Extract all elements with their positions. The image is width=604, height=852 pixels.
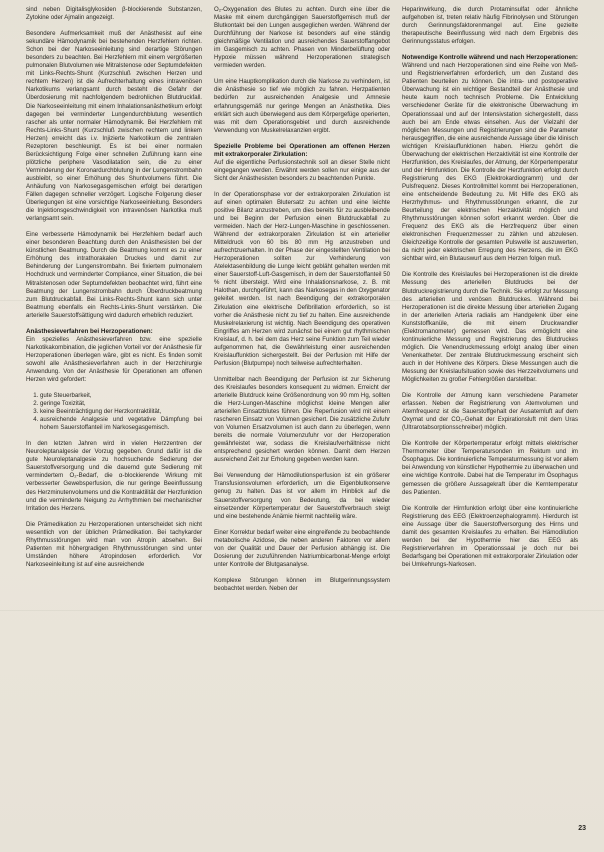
paragraph: Bei Verwendung der Hämodilutionsperfusion ist ein größerer Transfusionsvolumen erforderlich, um die Eigenblutkonserve genug zu halten. Das ist vor allem im Hinblick auf die Sauerstoffversorgung von Bedeutung, da bei wieder einsetzender Körpertemperatur der Sauerstoffverbrauch steigt und eine bestehende Anämie hiermit nachteilig wäre.: [214, 472, 390, 520]
list-item: 2. geringe Toxizität,: [40, 400, 202, 408]
list-item: 4. ausreichende Analgesie und vegetative Dämpfung bei hohem Sauerstoffanteil im Narkosegasgemisch.: [40, 416, 202, 432]
paragraph: Die Kontrolle des Kreislaufes bei Herzoperationen ist die direkte Messung des arteriellen Blutdrucks bei der Blutdruckregistrierung durch die Technik. Sie erfolgt zur Messung des arteriellen und venösen Blutdruckes. Während bei Herzoperationen ist die direkte Messung über arteriellen Zugang in der arteriellen Arteria radialis am Handgelenk über eine Kunststoffkanüle, die mit einem Druckwandler (Elektromanometer) gemessen wird. Das ermöglicht eine kontinuierliche Messung und Registrierung des Blutdruckes möglich. Die Venendruckmessung erfolgt analog über einen Venenkatheter. Der zentrale Blutdruckmessung erscheint sich auch in der Hohlvene des Körpers. Diese Messungen auch die Messung der Kreislaufsituation sowie des Herzzeitvolumens und Möglichkeiten zu großer Fehlergrößen darstellbar.: [402, 271, 578, 384]
paragraph: In der Operationsphase vor der extrakorporalen Zirkulation ist auf einen optimalen Blutersatz zu achten und eine leichte positive Bilanz anzustreben, um dies bereits für zu ausbleibende und bei Beginn der Perfusion einen Blutdruckabfall zu vermeiden. Nach der Herz-Lungen-Maschine in geschlossenen. Während der extrakorporalen Zirkulation ist ein arterieller Mitteldruck von 60 bis 80 mm Hg anzustreben und aufrechtzuerhalten. In der Phase der eingestellten Ventilation bei Herzoperationen sollten zur Verhinderung von Atelektasenbildung die Lunge leicht gebläht gehalten werden mit einer Sauerstoff-Luft-Gasgemisch, in dem der Sauerstoffanteil 50 % nicht übersteigt. Wird eine Inhalationsnarkose, z. B. mit Halothan, durchgeführt, kann das Narkosegas in den Oxygenator geleitet werden. Ist nach Beendigung der extrakorporalen Zirkulation eine elektrische Defibrillation erforderlich, so ist vorher die Anästhesie nicht zu tief zu halten. Eine ausreichende Muskelrelaxierung ist wichtig. Nach Beendigung des operativen Eingriffes am Herzen wird zunächst bei einem gut rhythmischen Kreislauf, d. h. bei dem das Herz seine Funktion zum Teil wieder aufgenommen hat, die Gewährleistung einer ausreichenden Kreislauffunktion sichergestellt. Bei der Perfusion mit Hilfe der Perfusion (Blutpumpe) noch teilweise aufrechterhalten.: [214, 190, 390, 367]
paragraph: Während und nach Herzoperationen sind eine Reihe von Meß- und Registrierverfahren erforderlich, um den Zustand des Patienten beurteilen zu können. Die intra- und postoperative Überwachung ist ein wichtiger Bestandteil der Anästhesie und heute kaum noch technisch Probleme. Die Entwicklung verschiedener Geräte für die elektronische Überwachung im Operationssaal und auf der Intensivstation sichergestellt, dass auch bei am Ende etwas einsehen. Aus der Vielzahl der möglichen Messungen und Registrierungen sind die Parameter herausgegriffen, die eine ausreichende Aussage über die klinisch wichtigen Kreislauffunktionen haben. Hierzu gehört die Überwachung der elektrischen Herzaktivität ist eine Kontrolle der Herzfunktion, des Kreislaufes, der Atmung, der Körpertemperatur und der Hirnfunktion. Die Kontrolle der Herzfunktion erfolgt durch Registrierung des EKG (Elektrokardiogramm) und der Pulsfrequenz. Dieses Kontrollmittel kommt bei Herzoperationen, eine entscheidende Bedeutung zu. Mit Hilfe des EKG als Herzrhythmus- und Rhythmusstörungen erkannt, die zur Beurteilung der elektrischen Herzaktivität möglich und Rhythmusstörungen können sofort erkannt werden. Über die Frequenz des EKG als die Herzfrequenz über einen elektronischen Frequenzmesser zu zählen und abzulesen. Gleichzeitige Kontrolle der gesamten Pulswelle ist auszuwerten, da nicht jeder elektrischen Erregung des Herzens, die im EKG sichtbar wird, ein Blutauswurf aus dem Herzen folgen muß.: [402, 62, 578, 263]
paragraph: Ein spezielles Anästhesieverfahren bzw. eine spezielle Narkotikakombination, die jeglichen Vorteil vor der Anästhesie für Herzoperationen überlegen wäre, gibt es nicht. Es finden somit sowohl alle Anästhesieverfahren auch in der Herzchirurgie Anwendung. Von der Anästhesie für Operationen am offenen Herzen wird gefordert:: [26, 335, 202, 383]
section-heading: Notwendige Kontrolle während und nach Herzoperationen:: [402, 54, 578, 62]
list-item: 1. gute Steuerbarkeit,: [40, 392, 202, 400]
list-item: 3. keine Beeinträchtigung der Herzkontraktilität,: [40, 408, 202, 416]
paragraph: Die Kontrolle der Atmung kann verschiedene Parameter erfassen. Neben der Registrierung von Atemvolumen und Atemfrequenz ist die Sauerstoffgehalt der Ausatemluft auf dem Oxymat und der CO₂-Gehalt der Expirationsluft mit dem Uras (Ultrarotabsorptionsschreiber) möglich.: [402, 392, 578, 432]
paragraph: Einer Korrektur bedarf weiter eine eingreifende zu beobachtende metabolische Azidose, die neben anderen Faktoren vor allem von der Qualität und Dauer der Perfusion abhängig ist. Die Dosierung der zuzuführenden Natriumbicarbonat-Menge erfolgt unter Kontrolle der Blutgasanalyse.: [214, 528, 390, 568]
numbered-list: [26, 392, 202, 432]
paragraph: Die Kontrolle der Körpertemperatur erfolgt mittels elektrischer Thermometer über Temperatursonden im Rektum und im Ösophagus. Die kontinuierliche Temperaturmessung ist vor allem bei Anwendung von künstlicher Hypothermie zu überwachen und eine wichtige Kontrolle. Dabei hat die Temperatur im Ösophagus gemessen die größere Aussagekraft über die Kerntemperatur des Patienten.: [402, 440, 578, 496]
paragraph: sind neben Digitalisglykosiden β-blockierende Substanzen, Zytokine oder Ajmalin angezeigt.: [26, 6, 202, 22]
paragraph: Unmittelbar nach Beendigung der Perfusion ist zur Sicherung des Kreislaufes besonders konsequent zu widmen. Erreicht der arterielle Blutdruck keine Größenordnung von 90 mm Hg, sollten die Herz-Lungen-Maschine möglichst kleine Mengen aller arteriellen Einsatzblutes führen. Die Reperfusion wird mit einem rascheren Einsatz von Volumen gesichert. Die zusätzliche Zufuhr von Volumen Ersatzvolumen ist auch dann zu überlegen, wenn bereits die normale Volumenzufuhr vor der Herzoperation gewährleistet war, sodass die Kreislaufverhältnisse nicht entsprechend gesichert werden können. Damit dem Herzen ausreichend Zeit zur Erholung gegeben werden kann.: [214, 375, 390, 464]
paragraph: Die Prämedikation zu Herzoperationen unterscheidet sich nicht wesentlich von der üblichen Prämedikation. Bei tachykarder Rhythmusstörungen wird man von Atropin absehen. Bei Patienten mit höhergradigen Rhythmusstörungen sind unter Umständen höhere Atropindosen erforderlich. Vor Narkoseeinleitung ist auf eine ausreichende: [26, 520, 202, 568]
paragraph: Besondere Aufmerksamkeit muß der Anästhesist auf eine sekundäre Hämodynamik bei bestehenden Herzfehlern richten. Schon bei der Narkoseeinleitung sind derartige Störungen besonders zu beachten. Bei Herzfehlern mit einem vergrößerten pulmonalen Blutvolumen wie Mitralstenose oder Septumdefekten mit Links-Rechts-Shunt (Kurzschluß zwischen Herzen und rechtem Herzen) ist die Aufrechterhaltung eines intravenösen Narkotikums verlangsamt durch besteht die Gefahr der Überdosierung mit nachfolgendem bedrohlichen Blutdruckfall. Die Narkoseeinleitung mit einem Inhalationsanästhetikum erfolgt dagegen bei verminderter Lungendurchblutung wesentlich rascher als unter normaler Hämodynamik. Bei Herzfehlern mit Rechts-Links-Shunt (Kurzschluß zwischen rechtem und linkem Herzen) erreicht das i.v. Injizierte Narkotikum die zentralen Rezeptoren beschleunigt. Es ist bei einer normalen Berücksichtigung Folge einer schnellen Zuführung kann eine plötzliche periphere Vasodilatation sein, die zu einer Verminderung der Koronardurchblutung in der Lungenstrombahn ausbleibt, so einer Erhöhung des Shuntvolumens führt. Die Anhäufung von Narkosegasgemischen erfolgt bei derartigen Fällen dagegen schneller verzögert. Logische Folgerung dieser Überlegungen ist eine vorsichtige Narkoseeinleitung. Besonders die Injektionsgeschwindigkeit von intravenösen Narkotika muß verlangsamt sein.: [26, 30, 202, 223]
paragraph: In den letzten Jahren wird in vielen Herzzentren der Neuroleptanalgesie der Vorzug gegeben. Grund dafür ist die gute Neuroleptanalgesie zu hochsuchende Sedierung der Sauerstoffversorgung und die dauernd gute Sedierung mit vermindertem O₂-Bedarf, die α-blockierende Wirkung mit verbesserter Gewebsperfusion, die nur geringe Beeinflussung des Herzminutenvolumens und die Kontraktilität der Herzfunktion und die verminderte Neigung zu Arrhythmien bei mechanischer Irritation des Herzens.: [26, 440, 202, 512]
page-number: 23: [578, 825, 586, 832]
text-column-3: [402, 6, 578, 836]
paragraph: Eine verbesserte Hämodynamik bei Herzfehlern bedarf auch einer besonderen Beachtung durch den Anästhesisten bei der künstlichen Beatmung. Durch die Beatmung kommt es zu einer Erhöhung des intrathorakalen Druckes und damit zur Behinderung der Lungenstrombahn. Bei fixiertem pulmonalem Hochdruck und verminderter Compliance, einer Situation, die bei Mitralstenosen oder Septumdefekten beobachtet wird, führt eine Beatmung der Lungenstrombahn durch Überdruckbeatmung zum Blutdruckabfall. Bei Links-Rechts-Shunt kann sich unter Beatmung ebenfalls ein Rechts-Links-Shunt verstärken. Die arterielle Sauerstoffsättigung wird dadurch erheblich reduziert.: [26, 231, 202, 319]
paragraph: Komplexe Störungen können im Blutgerinnungssystem beobachtet werden. Neben der: [214, 576, 390, 592]
paragraph: O₂-Oxygenation des Blutes zu achten. Durch eine über die Maske mit einem durchgängigen Sauerstoffgemisch muß der Blutkontakt bei den Lungen ausgeglichen werden. Während der Durchführung der Narkose ist besonders auf eine ständig gleichmäßige Ventilation und ausreichendes Sauerstoffangebot im Gasgemisch zu achten. Phasen von Minderbelüftung oder Hypoxie müssen während Herzoperationen strategisch vermieden werden.: [214, 6, 390, 70]
paragraph: Auf die eigentliche Perfusionstechnik soll an dieser Stelle nicht eingegangen werden. Erwähnt werden sollen nur einige aus der Sicht der Anästhesisten besonders zu beachtenden Punkte.: [214, 158, 390, 182]
section-heading: Spezielle Probleme bei Operationen am offenen Herzen mit extrakorporaler Zirkulation:: [214, 142, 390, 158]
section-heading: Anästhesieverfahren bei Herzoperationen:: [26, 327, 153, 335]
paragraph: Die Kontrolle der Hirnfunktion erfolgt über eine kontinuierliche Registrierung des EEG (Elektroenzephalogramm). Hierdurch ist eine Aussage über die Sauerstoffversorgung des Hirns und damit des gesamten Kreislaufes zu erhalten. Bei Hämodilution werden bei der Hypothermie hier das EEG als Registrierverfahren im Operationssaal je doch nur bei Bedarfsgang bei Operationen mit extrakorporaler Zirkulation oder bei Umkehrungs-Narkosen.: [402, 504, 578, 568]
text-column-1: [26, 6, 202, 836]
paragraph: Heparinwirkung, die durch Protaminsulfat oder ähnliche aufgehoben ist, treten relativ häufig Fibrinolysen und Störungen durch Gerinnungsfaktorenmangel auf. Eine gezielte therapeutische Beeinflussung wird nach dem Ergebnis des Gerinnungsstatus erfolgen.: [402, 6, 578, 46]
text-column-2: [214, 6, 390, 836]
paragraph: Um eine Hauptkomplikation durch die Narkose zu verhindern, ist die Anästhesie so tief wie möglich zu fahren. Herzpatienten bedürfen zur ausreichenden Analgesie und Amnesie erfahrungsgemäß nur geringe Mengen an Anästhetika. Dies erklärt sich auch überwiegend aus dem Körpergefüge operierten, was mit dem Operationsgebiet und durch ausreichende Verwendung von Muskelrelaxanzien ergibt.: [214, 78, 390, 134]
